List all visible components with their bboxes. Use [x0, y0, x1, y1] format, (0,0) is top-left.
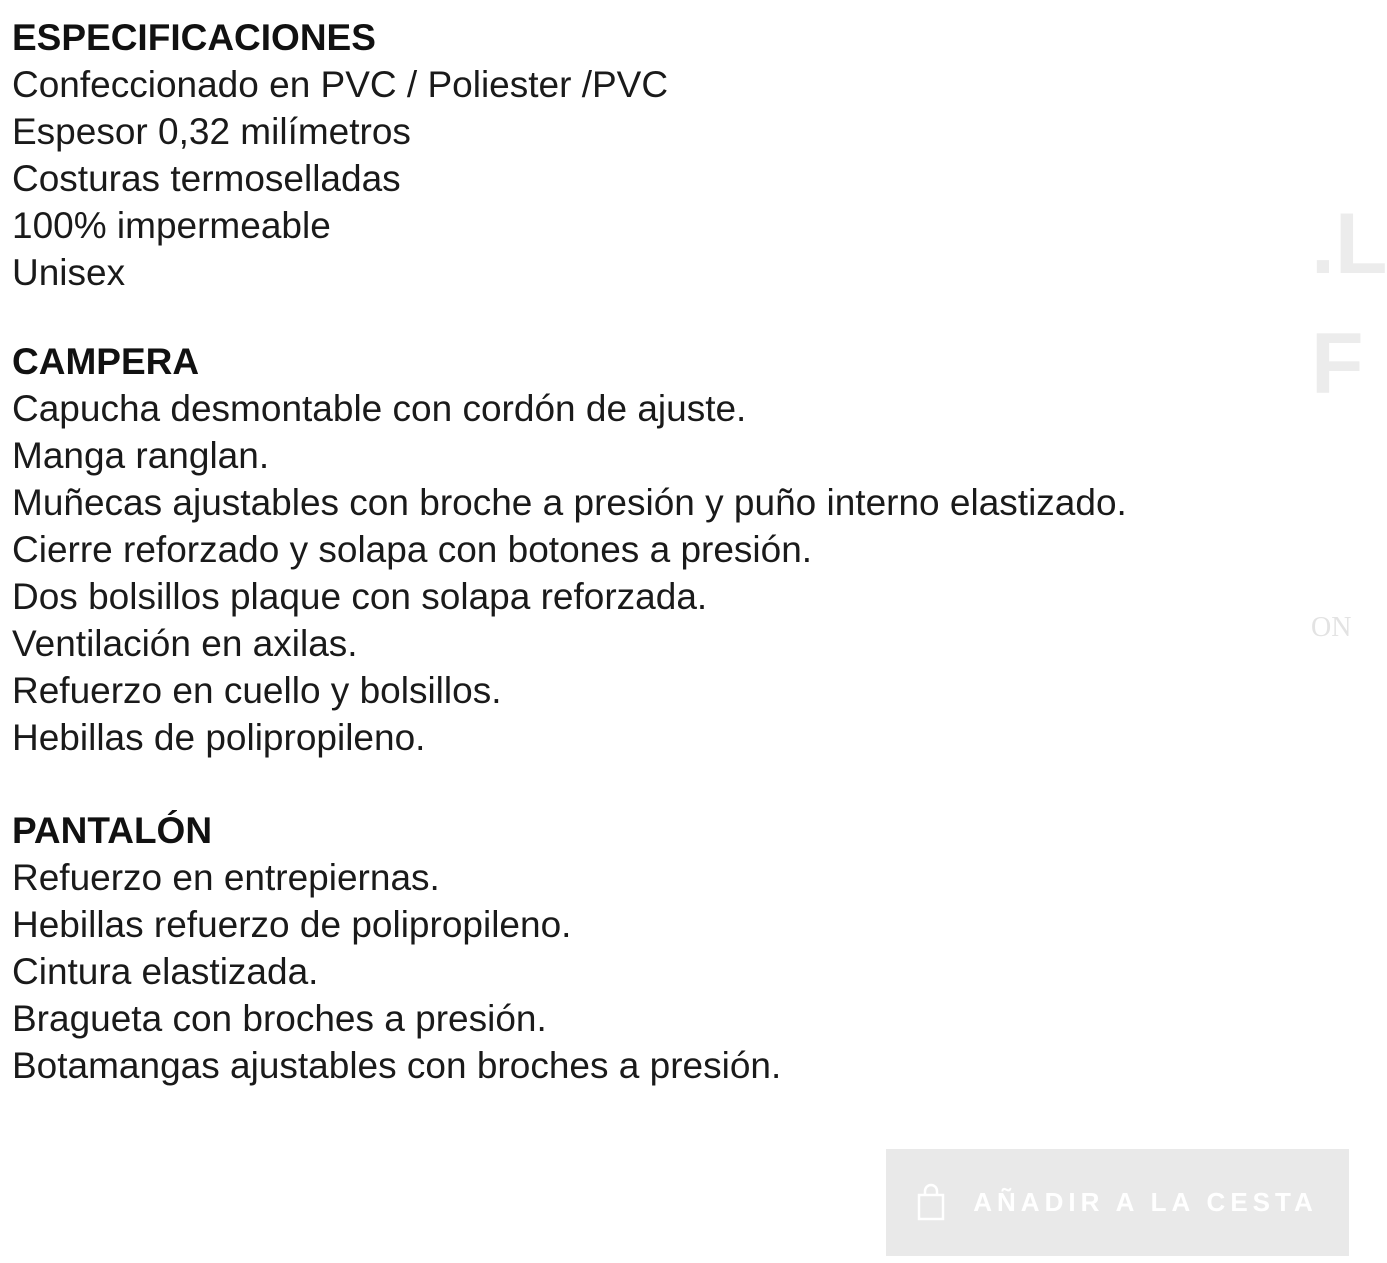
section-title-especificaciones: ESPECIFICACIONES	[12, 17, 376, 58]
spec-line: Confeccionado en PVC / Poliester /PVC	[12, 64, 669, 105]
spec-line: 100% impermeable	[12, 205, 331, 246]
background-text-fragment: F	[1311, 316, 1364, 412]
product-specifications	[12, 14, 1312, 1089]
campera-section	[12, 338, 1312, 761]
add-to-cart-button[interactable]	[886, 1149, 1349, 1256]
add-to-cart-label: AÑADIR A LA CESTA	[973, 1187, 1318, 1217]
pantalon-feature-line: Hebillas refuerzo de polipropileno.	[12, 904, 572, 945]
pantalon-feature-line: Cintura elastizada.	[12, 951, 319, 992]
campera-feature-line: Refuerzo en cuello y bolsillos.	[12, 670, 502, 711]
spec-line: Costuras termoselladas	[12, 158, 401, 199]
campera-feature-line: Capucha desmontable con cordón de ajuste.	[12, 388, 747, 429]
campera-feature-line: Dos bolsillos plaque con solapa reforzada.	[12, 576, 708, 617]
pantalon-feature-line: Botamangas ajustables con broches a presión.	[12, 1045, 782, 1086]
spec-line: Espesor 0,32 milímetros	[12, 111, 411, 152]
section-spacer	[12, 296, 1312, 338]
section-spacer	[12, 761, 1312, 807]
background-text-fragment: .L	[1311, 196, 1387, 292]
shopping-bag-icon	[917, 1185, 945, 1221]
pantalon-section	[12, 807, 1312, 1089]
especificaciones-section	[12, 14, 1312, 296]
section-title-campera: CAMPERA	[12, 341, 200, 382]
campera-feature-line: Ventilación en axilas.	[12, 623, 358, 664]
pantalon-feature-line: Bragueta con broches a presión.	[12, 998, 547, 1039]
spec-line: Unisex	[12, 252, 126, 293]
campera-feature-line: Muñecas ajustables con broche a presión y puño interno elastizado.	[12, 482, 1127, 523]
pantalon-feature-line: Refuerzo en entrepiernas.	[12, 857, 440, 898]
campera-feature-line: Cierre reforzado y solapa con botones a presión.	[12, 529, 813, 570]
campera-feature-line: Manga ranglan.	[12, 435, 270, 476]
section-title-pantalon: PANTALÓN	[12, 810, 213, 851]
campera-feature-line: Hebillas de polipropileno.	[12, 717, 426, 758]
background-text-fragment: ON	[1311, 612, 1352, 643]
